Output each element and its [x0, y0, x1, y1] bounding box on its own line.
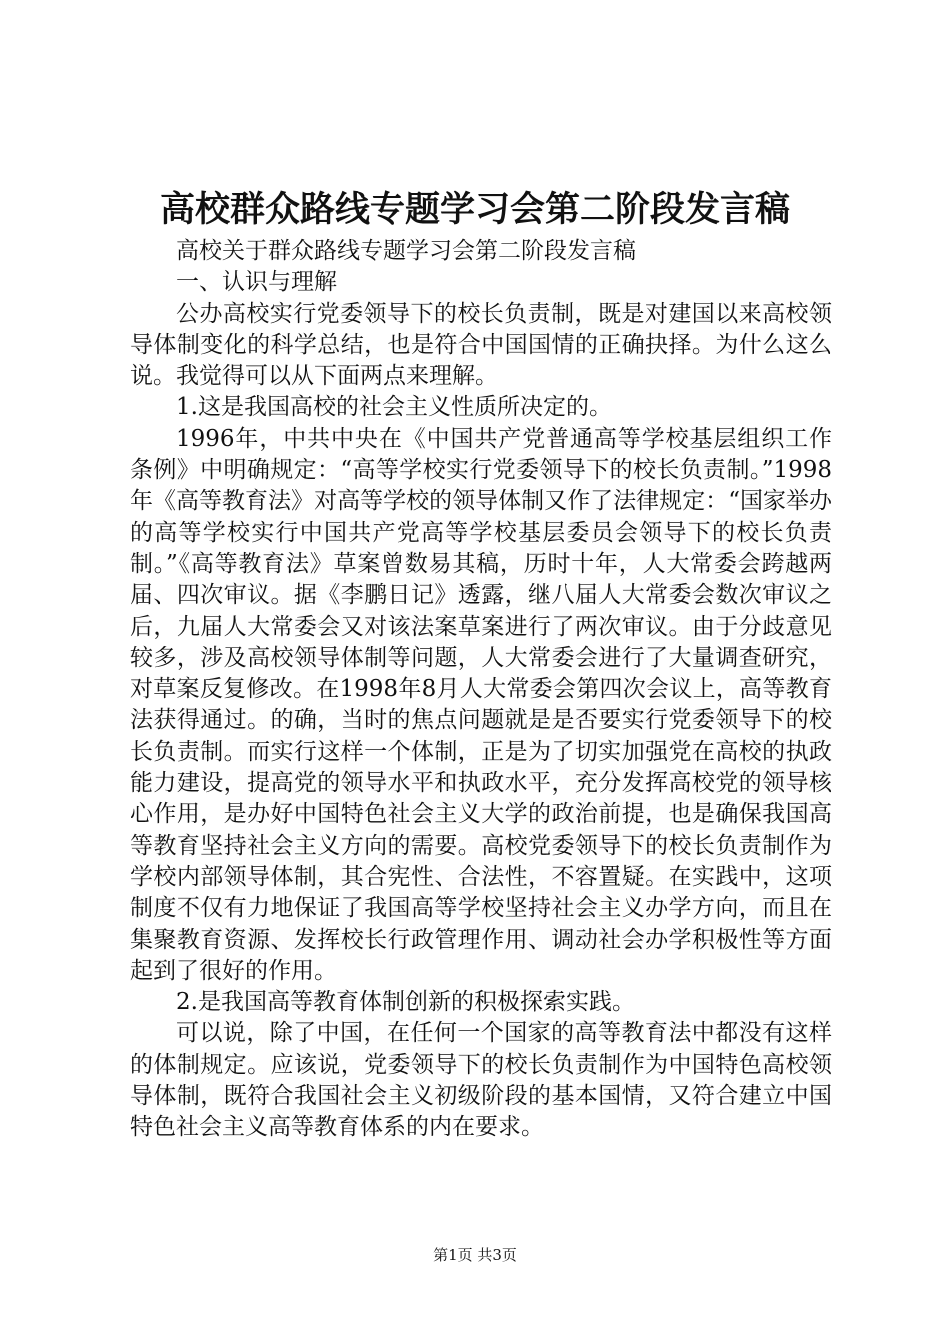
body-paragraph: 公办高校实行党委领导下的校长负责制，既是对建国以来高校领导体制变化的科学总结，也是符合中国国情的正确抉择。为什么这么说。我觉得可以从下面两点来理解。	[130, 300, 832, 390]
page-number-footer: 第1页 共3页	[433, 1246, 517, 1264]
section-heading: 一、认识与理解	[176, 269, 337, 296]
point-heading-2: 2.是我国高等教育体制创新的积极探索实践。	[176, 989, 635, 1016]
body-paragraph: 可以说，除了中国，在任何一个国家的高等教育法中都没有这样的体制规定。应该说，党委领导下的校长负责制作为中国特色高校领导体制，既符合我国社会主义初级阶段的基本国情，又符合建立中国特色社会主义高等教育体系的内在要求。	[130, 1020, 832, 1141]
document-body	[130, 236, 832, 1144]
document-title: 高校群众路线专题学习会第二阶段发言稿	[159, 189, 790, 230]
body-paragraph: 1996年，中共中央在《中国共产党普通高等学校基层组织工作条例》中明确规定：“高等学校实行党委领导下的校长负责制。”1998年《高等教育法》对高等学校的领导体制又作了法律规定：“国家举办的高等学校实行中国共产党高等学校基层委员会领导下的校长负责制。”《高等教育法》草案曾数易其稿，历时十年，人大常委会跨越两届、四次审议。据《李鹏日记》透露，继八届人大常委会数次审议之后，九届人大常委会又对该法案草案进行了两次审议。由于分歧意见较多，涉及高校领导体制等问题，人大常委会进行了大量调查研究，对草案反复修改。在1998年8月人大常委会第四次会议上，高等教育法获得通过。的确，当时的焦点问题就是是否要实行党委领导下的校长负责制。而实行这样一个体制，正是为了切实加强党在高校的执政能力建设，提高党的领导水平和执政水平，充分发挥高校党的领导核心作用，是办好中国特色社会主义大学的政治前提，也是确保我国高等教育坚持社会主义方向的需要。高校党委领导下的校长负责制作为学校内部领导体制，其合宪性、合法性，不容置疑。在实践中，这项制度不仅有力地保证了我国高等学校坚持社会主义办学方向，而且在集聚教育资源、发挥校长行政管理作用、调动社会办学积极性等方面起到了很好的作用。	[130, 425, 832, 984]
point-heading-1: 1.这是我国高校的社会主义性质所决定的。	[176, 394, 612, 421]
subtitle-paragraph: 高校关于群众路线专题学习会第二阶段发言稿	[176, 238, 636, 264]
